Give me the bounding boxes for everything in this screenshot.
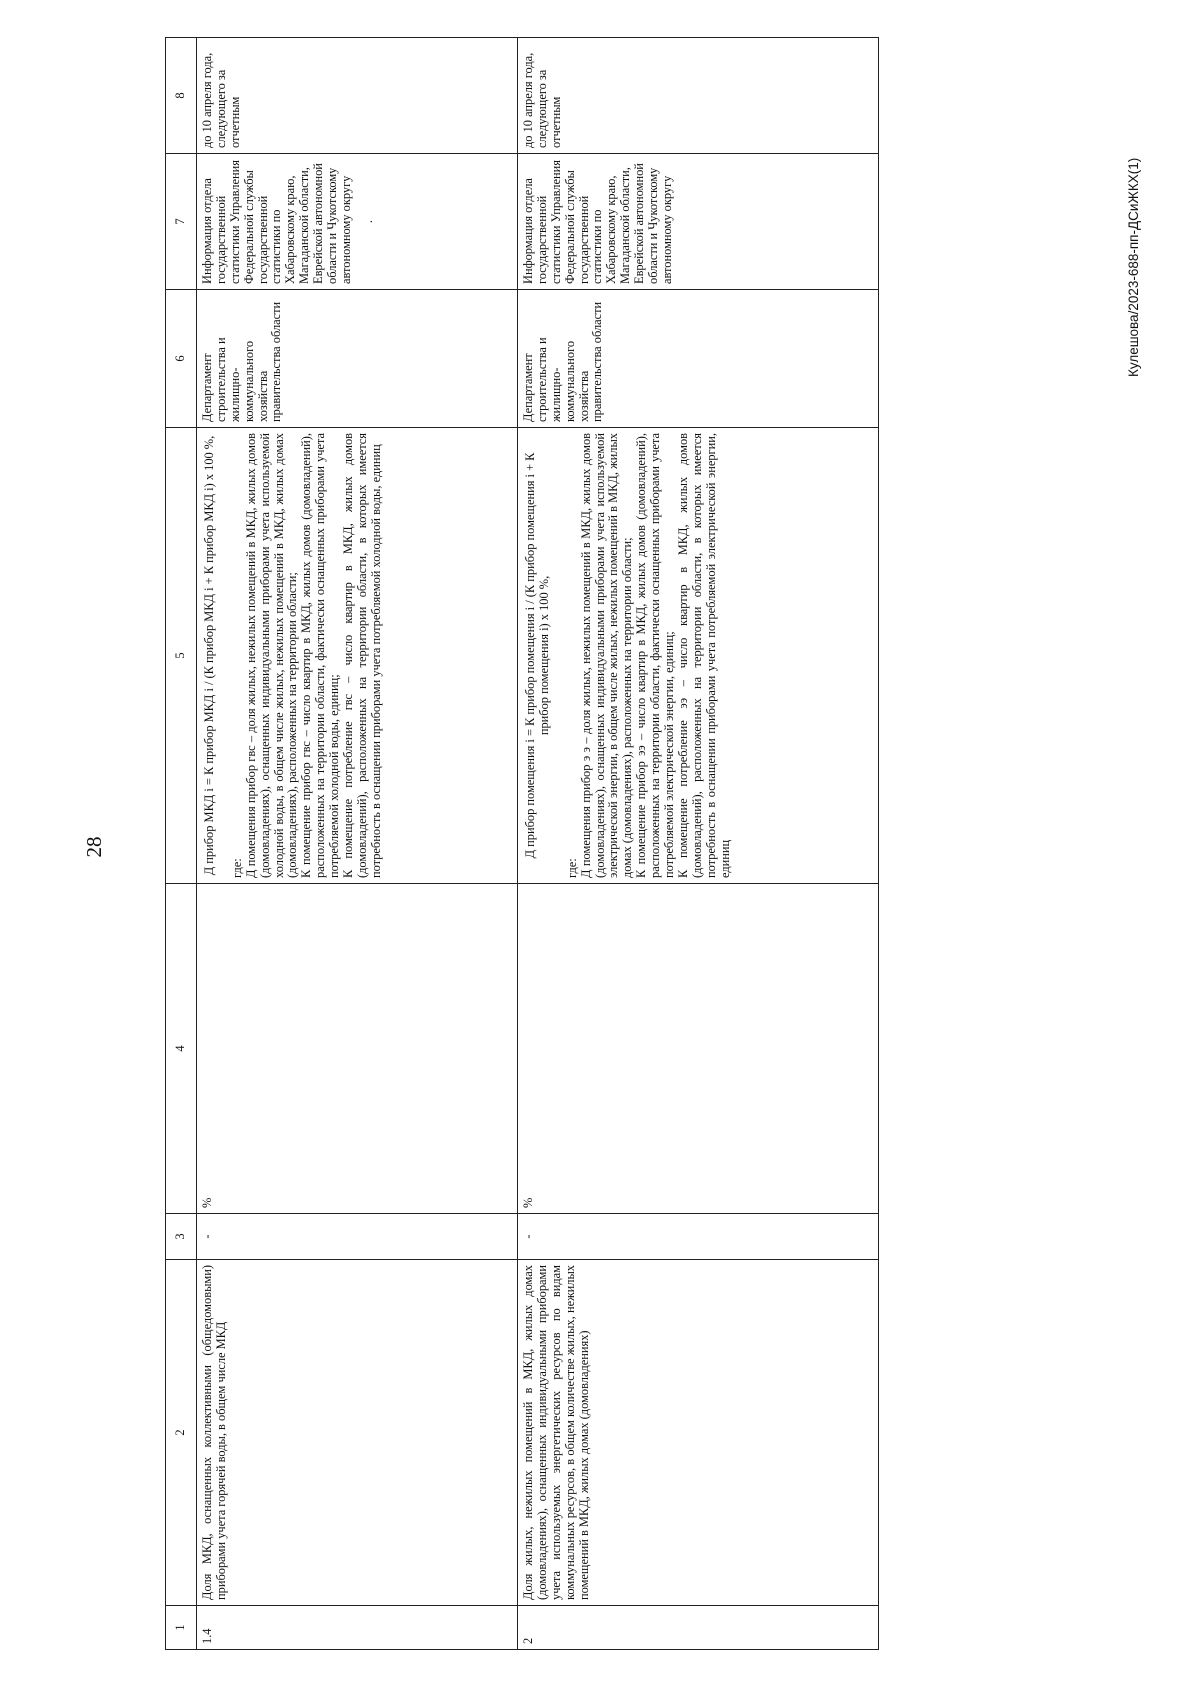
where-label: где: xyxy=(229,858,244,878)
formula-term: К помещение прибор гвс – число квартир в МКД, жилых домов (домовладений), расположенных на территории области, фактически оснащенных приборами учета потребляемой холодной воды, единиц; xyxy=(299,433,342,878)
formula-term: К помещение потребление ээ – число квартир в МКД, жилых домов (домовладений), расположенных на территории области, в которых имеется потребность в оснащении приборами учета потребляемой электрической энергии, единиц xyxy=(675,433,732,878)
row-number: 1.4 xyxy=(197,1606,518,1650)
formula-term: Д помещения прибор гвс – доля жилых, нежилых помещений в МКД, жилых домов (домовладениях), оснащенных индивидуальными приборами учета используемой холодной воды, в общем числе жилых, нежилых помещений в МКД, жилых домах (домовладениях), расположенных на территории области; xyxy=(243,433,300,878)
column-header: 6 xyxy=(166,290,197,428)
document-id-footer: Кулешова/2023-688-пп-ДСиЖКХ(1) xyxy=(1126,157,1141,377)
column-header: 3 xyxy=(166,1214,197,1260)
column-header: 2 xyxy=(166,1260,197,1606)
formula-cell xyxy=(518,428,879,884)
page-number: 28 xyxy=(82,836,106,858)
unit-cell: % xyxy=(518,884,879,1214)
cell-col3: - xyxy=(518,1214,879,1260)
indicator-table xyxy=(165,37,879,1650)
stray-mark: . xyxy=(360,219,375,224)
row-number: 2 xyxy=(518,1606,879,1650)
source-cell: Информация отдела государственной статистики Управления Федеральной службы государственной статистики по Хабаровскому краю, Магаданской области, Еврейской автономной области и Чукотскому автономному округу xyxy=(518,154,879,290)
unit-cell: % xyxy=(197,884,518,1214)
formula: Д прибор МКД i = К прибор МКД i / (К прибор МКД i + К прибор МКД i) х 100 %, xyxy=(202,435,216,876)
formula-term: К помещение потребление гвс – число квартир в МКД, жилых домов (домовладений), расположенных на территории области, в которых имеется потребность в оснащении приборами учета потребляемой холодной воды, единиц xyxy=(341,433,383,878)
cell-col3: - xyxy=(197,1214,518,1260)
table-row xyxy=(518,38,879,1650)
table-row xyxy=(197,38,518,1650)
column-header: 4 xyxy=(166,884,197,1214)
table-header-row xyxy=(166,38,197,1650)
formula-term: К помещение прибор ээ – число квартир в МКД, жилых домов (домовладений), расположенных на территории области, фактически оснащенных приборами учета потребляемой электрической энергии, единиц; xyxy=(634,433,677,878)
indicator-name: Доля МКД, оснащенных коллективными (общедомовыми) приборами учета горячей воды, в общем числе МКД xyxy=(197,1260,518,1606)
column-header: 5 xyxy=(166,428,197,884)
column-header: 8 xyxy=(166,38,197,154)
indicator-name: Доля жилых, нежилых помещений в МКД, жилых домах (домовладениях), оснащенных индивидуальными приборами учета используемых энергетических ресурсов по видам коммунальных ресурсов, в общем количестве жилых, нежилых помещений в МКД, жилых домах (домовладениях) xyxy=(518,1260,879,1606)
source-text: Информация отдела государственной статистики Управления Федеральной службы государственной статистики по Хабаровскому краю, Магаданской области, Еврейской автономной области и Чукотскому автономному округу xyxy=(200,160,353,284)
responsible-cell: Департамент строительства и жилищно-коммунального хозяйства правительства области xyxy=(197,290,518,428)
source-cell xyxy=(197,154,518,290)
deadline-cell: до 10 апреля года, следующего за отчетным xyxy=(518,38,879,154)
where-label: где: xyxy=(564,858,579,878)
column-header: 7 xyxy=(166,154,197,290)
formula-cell xyxy=(197,428,518,884)
column-header: 1 xyxy=(166,1606,197,1650)
responsible-cell: Департамент строительства и жилищно-коммунального хозяйства правительства области xyxy=(518,290,879,428)
deadline-cell: до 10 апреля года, следующего за отчетным xyxy=(197,38,518,154)
formula-term: Д помещения прибор э э – доля жилых, нежилых помещений в МКД, жилых домов (домовладениях), оснащенных индивидуальными приборами учета используемой электрической энергии, в общем числе жилых, нежилых помещений в МКД, жилых домах (домовладениях), расположенных на территории области; xyxy=(578,433,635,878)
formula: Д прибор помещения i = К прибор помещения i / (К прибор помещения i + К прибор помещения i) х 100 %, xyxy=(523,452,551,859)
